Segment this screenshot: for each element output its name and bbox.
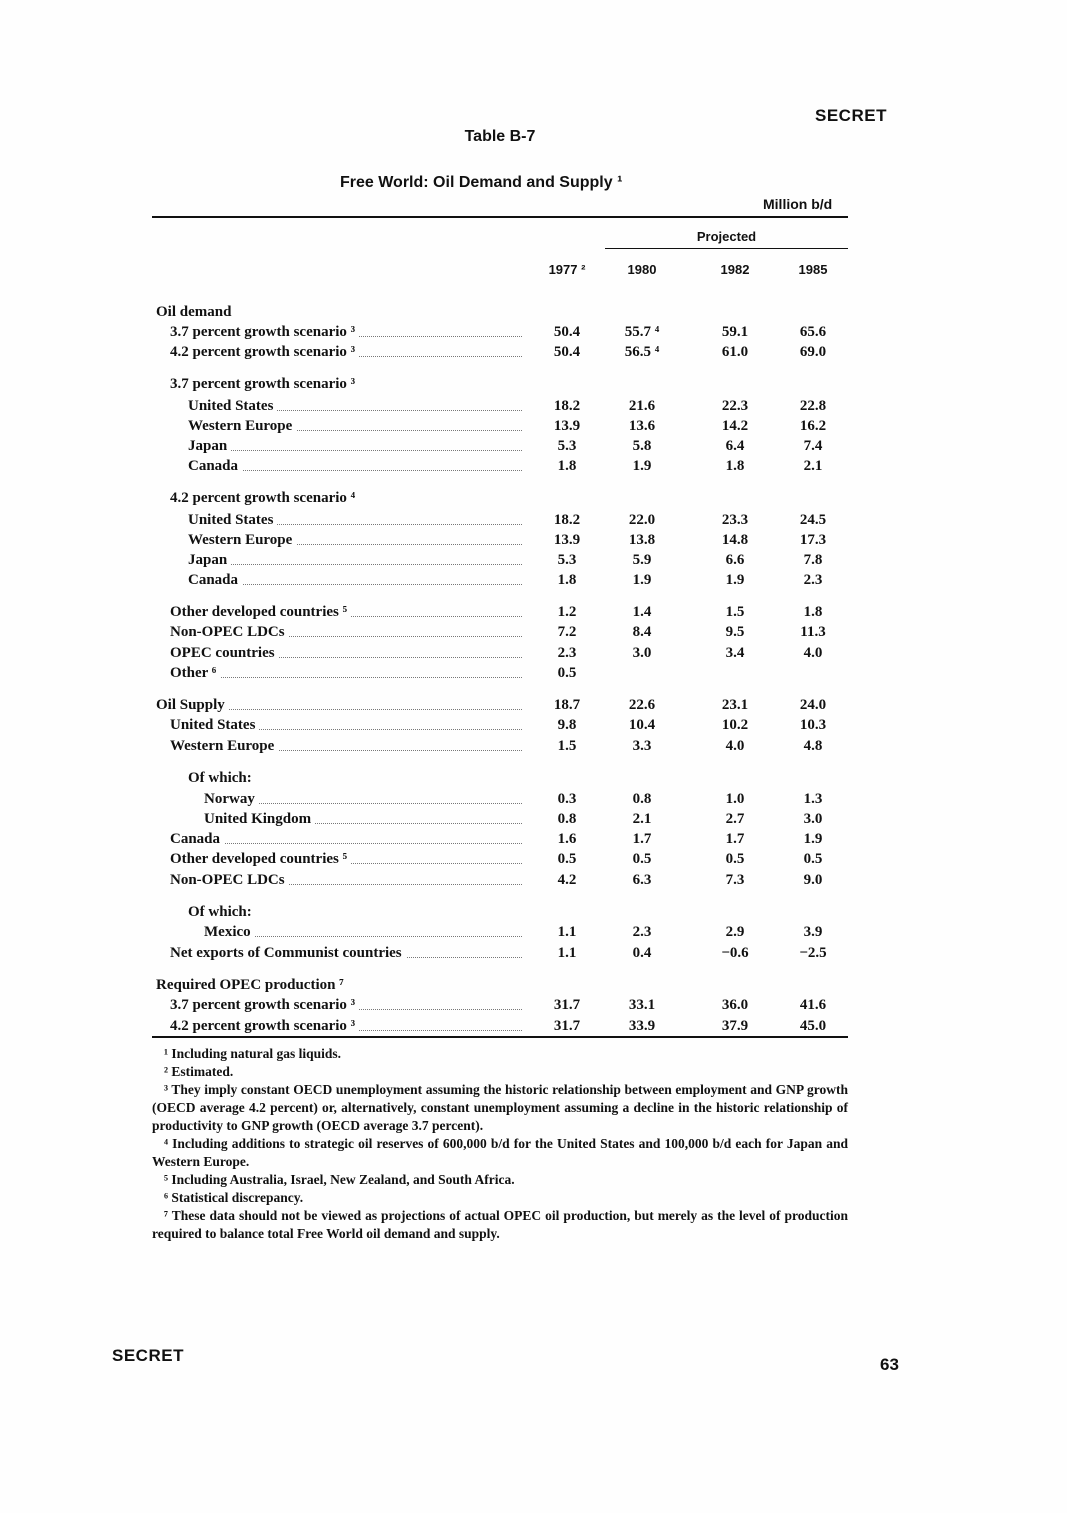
table-row xyxy=(0,943,1067,963)
table-bottom-rule xyxy=(152,1036,848,1038)
row-label: Western Europe xyxy=(188,530,296,550)
cell-value: 0.3 xyxy=(557,791,577,807)
cell-value: 9.8 xyxy=(557,717,577,733)
footnote: ⁶ Statistical discrepancy. xyxy=(164,1190,304,1205)
row-label: Norway xyxy=(204,789,259,809)
row-label: 4.2 percent growth scenario ³ xyxy=(170,1016,359,1036)
cell-value: 0.5 xyxy=(632,851,652,867)
cell-value: 3.4 xyxy=(725,645,745,661)
row-label: Non-OPEC LDCs xyxy=(170,622,289,642)
cell-value: 1.8 xyxy=(557,572,577,588)
row-label: United Kingdom xyxy=(204,809,315,829)
cell-value: 8.4 xyxy=(632,624,652,640)
cell-value: 55.7 ⁴ xyxy=(624,324,660,340)
table-row xyxy=(0,922,1067,942)
row-label: Required OPEC production ⁷ xyxy=(156,975,348,995)
table-row xyxy=(0,736,1067,756)
table-row xyxy=(0,768,1067,788)
cell-value: −2.5 xyxy=(799,945,827,961)
cell-value: 33.9 xyxy=(628,1018,656,1034)
table-row xyxy=(0,302,1067,322)
cell-value: 0.5 xyxy=(725,851,745,867)
cell-value: 1.1 xyxy=(557,924,577,940)
table-row xyxy=(0,342,1067,362)
cell-value: 2.1 xyxy=(632,811,652,827)
cell-value: 1.5 xyxy=(725,604,745,620)
row-label: United States xyxy=(170,715,259,735)
cell-value: 0.5 xyxy=(803,851,823,867)
col-header-1977: 1977 ² xyxy=(548,262,586,277)
cell-value: 1.9 xyxy=(725,572,745,588)
cell-value: 6.3 xyxy=(632,872,652,888)
cell-value: 61.0 xyxy=(721,344,749,360)
cell-value: 5.3 xyxy=(557,438,577,454)
row-label: 4.2 percent growth scenario ⁴ xyxy=(170,488,359,508)
cell-value: 17.3 xyxy=(799,532,827,548)
cell-value: 23.3 xyxy=(721,512,749,528)
row-label: United States xyxy=(188,510,277,530)
row-label: Canada xyxy=(170,829,224,849)
cell-value: 0.5 xyxy=(557,665,577,681)
table-title: Free World: Oil Demand and Supply ¹ xyxy=(340,174,623,191)
table-row xyxy=(0,416,1067,436)
footnotes xyxy=(152,1045,848,1243)
dot-leader xyxy=(170,677,522,678)
table-row xyxy=(0,715,1067,735)
row-label: Of which: xyxy=(188,768,256,788)
cell-value: 14.8 xyxy=(721,532,749,548)
row-label: Canada xyxy=(188,456,242,476)
table-row xyxy=(0,849,1067,869)
table-row xyxy=(0,602,1067,622)
row-label: Western Europe xyxy=(188,416,296,436)
row-label: Japan xyxy=(188,436,231,456)
table-row xyxy=(0,570,1067,590)
row-label: Mexico xyxy=(204,922,255,942)
cell-value: 10.4 xyxy=(628,717,656,733)
cell-value: 4.8 xyxy=(803,738,823,754)
cell-value: 1.9 xyxy=(632,572,652,588)
table-row xyxy=(0,643,1067,663)
row-label: 3.7 percent growth scenario ³ xyxy=(170,374,359,394)
cell-value: 24.5 xyxy=(799,512,827,528)
cell-value: 4.2 xyxy=(557,872,577,888)
table-row xyxy=(0,789,1067,809)
cell-value: 9.5 xyxy=(725,624,745,640)
cell-value: 3.9 xyxy=(803,924,823,940)
cell-value: 5.3 xyxy=(557,552,577,568)
cell-value: 0.4 xyxy=(632,945,652,961)
cell-value: 31.7 xyxy=(553,997,581,1013)
cell-value: 6.4 xyxy=(725,438,745,454)
footnote: ² Estimated. xyxy=(164,1064,234,1079)
cell-value: 1.3 xyxy=(803,791,823,807)
table-row xyxy=(0,510,1067,530)
cell-value: 14.2 xyxy=(721,418,749,434)
row-label: Other developed countries ⁵ xyxy=(170,602,351,622)
dot-leader xyxy=(188,564,522,565)
row-label: 3.7 percent growth scenario ³ xyxy=(170,322,359,342)
cell-value: −0.6 xyxy=(721,945,749,961)
cell-value: 1.1 xyxy=(557,945,577,961)
cell-value: 59.1 xyxy=(721,324,749,340)
col-header-1985: 1985 xyxy=(798,262,828,277)
cell-value: 37.9 xyxy=(721,1018,749,1034)
cell-value: 3.0 xyxy=(632,645,652,661)
table-row xyxy=(0,436,1067,456)
cell-value: 1.6 xyxy=(557,831,577,847)
footnote: ³ They imply constant OECD unemployment assuming the historic relationship between employment and GNP growth (OECD average 4.2 percent) or, alternatively, constant unemployment assuming a decline in the historic relationship of productivity to GNP growth (OECD average 3.7 percent). xyxy=(152,1082,848,1133)
cell-value: 1.9 xyxy=(803,831,823,847)
cell-value: 22.0 xyxy=(628,512,656,528)
cell-value: 50.4 xyxy=(553,344,581,360)
table-row xyxy=(0,530,1067,550)
row-label: Japan xyxy=(188,550,231,570)
cell-value: 1.8 xyxy=(725,458,745,474)
cell-value: 13.8 xyxy=(628,532,656,548)
footnote: ⁴ Including additions to strategic oil reserves of 600,000 b/d for the United States and 100,000 b/d each for Japan and Western Europe. xyxy=(152,1136,848,1169)
cell-value: 7.2 xyxy=(557,624,577,640)
row-label: Non-OPEC LDCs xyxy=(170,870,289,890)
table-top-rule xyxy=(152,216,848,218)
projected-rule xyxy=(605,248,848,249)
cell-value: 1.9 xyxy=(632,458,652,474)
row-label: 3.7 percent growth scenario ³ xyxy=(170,995,359,1015)
cell-value: 13.6 xyxy=(628,418,656,434)
cell-value: 2.7 xyxy=(725,811,745,827)
footnote: ⁵ Including Australia, Israel, New Zealand, and South Africa. xyxy=(164,1172,515,1187)
cell-value: 4.0 xyxy=(725,738,745,754)
footnote: ¹ Including natural gas liquids. xyxy=(164,1046,341,1061)
cell-value: 0.8 xyxy=(557,811,577,827)
cell-value: 56.5 ⁴ xyxy=(624,344,660,360)
dot-leader xyxy=(188,450,522,451)
cell-value: 2.3 xyxy=(557,645,577,661)
row-label: Oil demand xyxy=(156,302,235,322)
cell-value: 31.7 xyxy=(553,1018,581,1034)
row-label: Other ⁶ xyxy=(170,663,220,683)
projected-header: Projected xyxy=(696,229,757,244)
table-row xyxy=(0,663,1067,683)
cell-value: 7.8 xyxy=(803,552,823,568)
cell-value: 18.2 xyxy=(553,398,581,414)
table-row xyxy=(0,809,1067,829)
cell-value: 1.7 xyxy=(725,831,745,847)
cell-value: 6.6 xyxy=(725,552,745,568)
cell-value: 2.1 xyxy=(803,458,823,474)
units-label: Million b/d xyxy=(763,196,833,212)
table-row xyxy=(0,322,1067,342)
cell-value: 7.3 xyxy=(725,872,745,888)
table-number: Table B-7 xyxy=(464,128,536,145)
cell-value: 0.8 xyxy=(632,791,652,807)
table-row xyxy=(0,374,1067,394)
table-row xyxy=(0,975,1067,995)
page-number: 63 xyxy=(880,1355,899,1374)
cell-value: 5.9 xyxy=(632,552,652,568)
row-label: Net exports of Communist countries xyxy=(170,943,406,963)
table-row xyxy=(0,829,1067,849)
cell-value: 3.3 xyxy=(632,738,652,754)
cell-value: 45.0 xyxy=(799,1018,827,1034)
row-label: Canada xyxy=(188,570,242,590)
cell-value: 2.9 xyxy=(725,924,745,940)
table-row xyxy=(0,550,1067,570)
table-row xyxy=(0,456,1067,476)
table-row xyxy=(0,870,1067,890)
cell-value: 4.0 xyxy=(803,645,823,661)
cell-value: 1.8 xyxy=(803,604,823,620)
cell-value: 0.5 xyxy=(557,851,577,867)
row-label: Oil Supply xyxy=(156,695,229,715)
cell-value: 36.0 xyxy=(721,997,749,1013)
cell-value: 2.3 xyxy=(632,924,652,940)
cell-value: 69.0 xyxy=(799,344,827,360)
cell-value: 5.8 xyxy=(632,438,652,454)
cell-value: 1.4 xyxy=(632,604,652,620)
cell-value: 3.0 xyxy=(803,811,823,827)
row-label: OPEC countries xyxy=(170,643,279,663)
cell-value: 11.3 xyxy=(800,624,826,640)
cell-value: 2.3 xyxy=(803,572,823,588)
table-row xyxy=(0,902,1067,922)
cell-value: 7.4 xyxy=(803,438,823,454)
cell-value: 1.8 xyxy=(557,458,577,474)
footnote: ⁷ These data should not be viewed as projections of actual OPEC oil production, but merely as the level of production required to balance total Free World oil demand and supply. xyxy=(152,1208,848,1241)
cell-value: 22.3 xyxy=(721,398,749,414)
cell-value: 50.4 xyxy=(553,324,581,340)
cell-value: 9.0 xyxy=(803,872,823,888)
col-header-1982: 1982 xyxy=(720,262,750,277)
row-label: Of which: xyxy=(188,902,256,922)
cell-value: 22.8 xyxy=(799,398,827,414)
classification-bottom: SECRET xyxy=(112,1346,184,1365)
classification-top: SECRET xyxy=(815,106,887,125)
table-row xyxy=(0,995,1067,1015)
cell-value: 10.3 xyxy=(799,717,827,733)
cell-value: 1.7 xyxy=(632,831,652,847)
table-row xyxy=(0,622,1067,642)
row-label: Western Europe xyxy=(170,736,278,756)
table-row xyxy=(0,1016,1067,1036)
cell-value: 13.9 xyxy=(553,418,581,434)
cell-value: 1.2 xyxy=(557,604,577,620)
row-label: Other developed countries ⁵ xyxy=(170,849,351,869)
cell-value: 1.5 xyxy=(557,738,577,754)
cell-value: 33.1 xyxy=(628,997,656,1013)
cell-value: 24.0 xyxy=(799,697,827,713)
cell-value: 18.7 xyxy=(553,697,581,713)
cell-value: 18.2 xyxy=(553,512,581,528)
cell-value: 41.6 xyxy=(799,997,827,1013)
col-header-1980: 1980 xyxy=(627,262,657,277)
cell-value: 10.2 xyxy=(721,717,749,733)
cell-value: 13.9 xyxy=(553,532,581,548)
table-row xyxy=(0,488,1067,508)
row-label: United States xyxy=(188,396,277,416)
cell-value: 1.0 xyxy=(725,791,745,807)
cell-value: 21.6 xyxy=(628,398,656,414)
row-label: 4.2 percent growth scenario ³ xyxy=(170,342,359,362)
cell-value: 65.6 xyxy=(799,324,827,340)
cell-value: 23.1 xyxy=(721,697,749,713)
table-row xyxy=(0,695,1067,715)
cell-value: 16.2 xyxy=(799,418,827,434)
cell-value: 22.6 xyxy=(628,697,656,713)
table-row xyxy=(0,396,1067,416)
